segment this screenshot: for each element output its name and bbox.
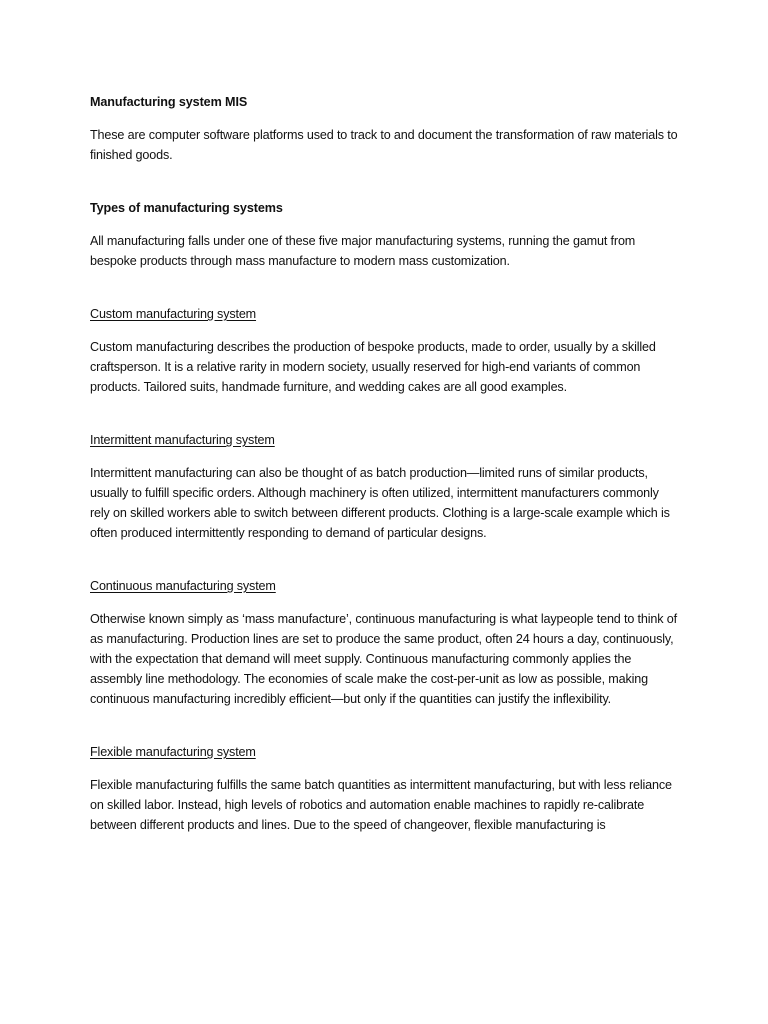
section-body-continuous: Otherwise known simply as ‘mass manufacture’, continuous manufacturing is what laypeople tend to think of as manufacturing. Production lines are set to produce the same product, often 24 hours a day, continuously, with the expectation that demand will meet supply. Continuous manufacturing commonly applies the assembly line methodology. The economies of scale make the cost-per-unit as low as possible, making continuous manufacturing incredibly efficient—but only if the quantities can justify the inflexibility. [90, 612, 677, 706]
section-heading-continuous: Continuous manufacturing system [90, 579, 276, 593]
types-heading: Types of manufacturing systems [90, 201, 283, 215]
section-heading-custom: Custom manufacturing system [90, 307, 257, 321]
document-content [90, 92, 680, 835]
section-body-flexible: Flexible manufacturing fulfills the same batch quantities as intermittent manufacturing, but with less reliance on skilled labor. Instead, high levels of robotics and automation enable machines to rapidly re-calibrate between different products and lines. Due to the speed of changeover, flexible manufacturing is [90, 778, 672, 832]
document-title: Manufacturing system MIS [90, 95, 248, 109]
section-body-custom: Custom manufacturing describes the production of bespoke products, made to order, usually by a skilled craftsperson. It is a relative rarity in modern society, usually reserved for high-end variants of common products. Tailored suits, handmade furniture, and wedding cakes are all good examples. [90, 340, 656, 394]
intro-paragraph: These are computer software platforms used to track to and document the transformation of raw materials to finished goods. [90, 128, 678, 162]
section-heading-intermittent: Intermittent manufacturing system [90, 433, 275, 447]
types-intro-paragraph: All manufacturing falls under one of these five major manufacturing systems, running the gamut from bespoke products through mass manufacture to modern mass customization. [90, 234, 636, 268]
section-heading-flexible: Flexible manufacturing system [90, 745, 256, 759]
section-body-intermittent: Intermittent manufacturing can also be thought of as batch production—limited runs of similar products, usually to fulfill specific orders. Although machinery is often utilized, intermittent manufacturers commonly rely on skilled workers able to switch between different products. Clothing is a large-scale example which is often produced intermittently responding to demand of particular designs. [90, 466, 670, 540]
